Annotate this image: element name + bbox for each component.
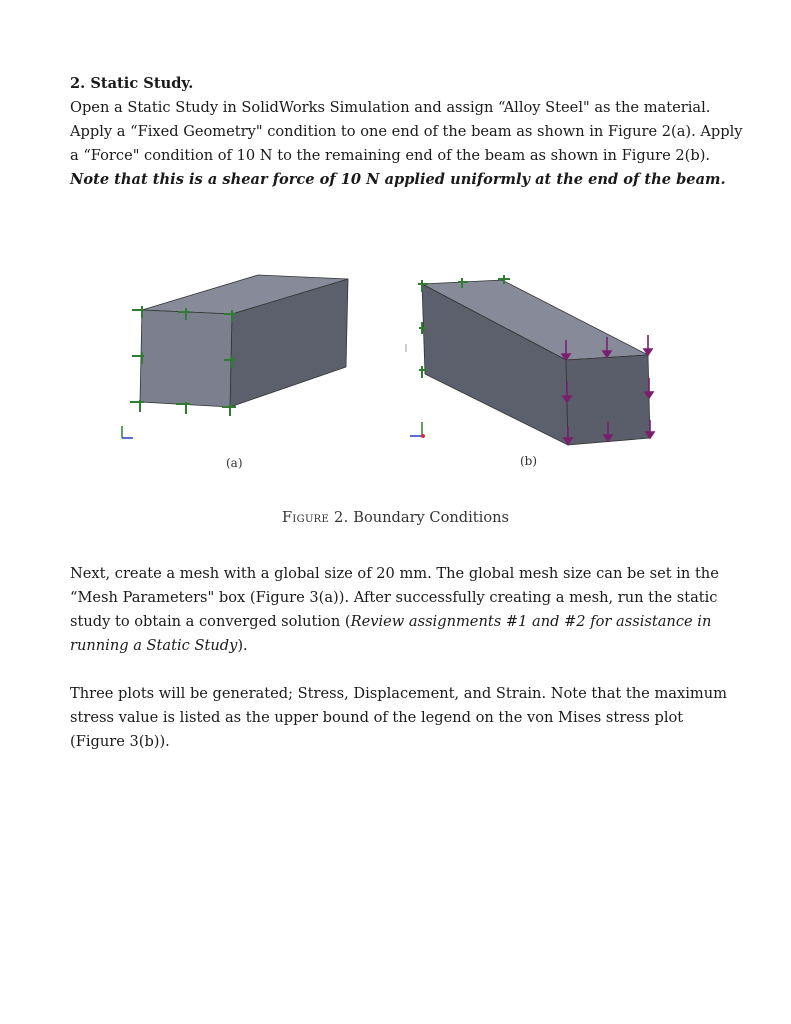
figure-boundary-conditions xyxy=(100,262,700,472)
paragraph-line: Open a Static Study in SolidWorks Simulation and assign “Alloy Steel" as the material. xyxy=(70,99,711,116)
paragraph-line: a “Force" condition of 10 N to the remaining end of the beam as shown in Figure 2(b). xyxy=(70,147,711,164)
figure-graphics xyxy=(100,262,700,472)
figure-caption-text: Boundary Conditions xyxy=(353,509,509,526)
beam-a xyxy=(140,275,348,407)
plots-paragraph xyxy=(70,682,730,754)
subfigure-a-label: (a) xyxy=(226,456,243,470)
text-run: study to obtain a converged solution ( xyxy=(70,613,351,630)
section-heading: 2. Static Study. xyxy=(70,75,194,92)
subfigure-b-label: (b) xyxy=(520,454,538,468)
static-study-section xyxy=(70,72,743,192)
figure-caption xyxy=(0,509,791,526)
fixture-icon xyxy=(132,306,144,318)
note-line: Note that this is a shear force of 10 N applied uniformly at the end of the beam. xyxy=(70,171,726,188)
paragraph-line: stress value is listed as the upper bound of the legend on the von Mises stress plot xyxy=(70,709,684,726)
italic-run: Review assignments #1 and #2 for assistance in xyxy=(350,613,712,630)
triad-icon-a xyxy=(122,426,133,438)
mesh-paragraph xyxy=(70,562,730,658)
paragraph-line: Apply a “Fixed Geometry" condition to one end of the beam as shown in Figure 2(a). Apply xyxy=(70,123,743,140)
fixture-icon xyxy=(132,352,144,364)
figure-caption-label: Figure 2. xyxy=(281,509,349,526)
fixture-icon xyxy=(176,402,190,414)
beam-a-front-face xyxy=(140,310,232,407)
italic-run: running a Static Study xyxy=(70,637,238,654)
force-arrow-icon xyxy=(644,335,652,355)
paragraph-line xyxy=(70,634,730,658)
fixture-icon xyxy=(130,400,144,412)
paragraph-line xyxy=(70,610,730,634)
beam-b xyxy=(422,280,650,445)
paragraph-line: “Mesh Parameters" box (Figure 3(a)). After successfully creating a mesh, run the static xyxy=(70,589,718,606)
paragraph-line: (Figure 3(b)). xyxy=(70,733,170,750)
triad-icon-b xyxy=(410,422,425,438)
paragraph-line: Next, create a mesh with a global size of 20 mm. The global mesh size can be set in the xyxy=(70,565,719,582)
paragraph-line: Three plots will be generated; Stress, Displacement, and Strain. Note that the maximum xyxy=(70,685,727,702)
text-run: ). xyxy=(237,637,248,654)
